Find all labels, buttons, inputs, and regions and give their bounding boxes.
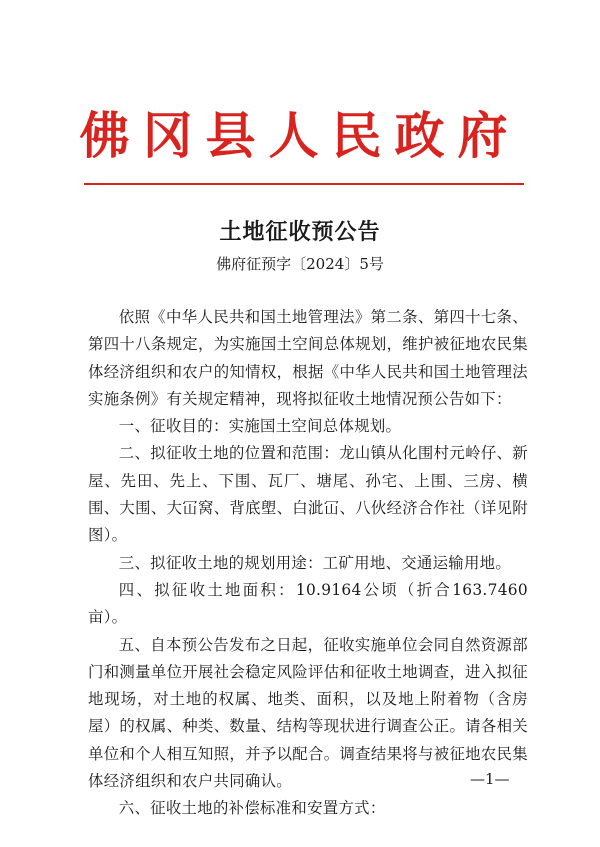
paragraph-intro: 依照《中华人民共和国土地管理法》第二条、第四十七条、第四十八条规定，为实施国土空间总体规划，维护被征地农民集体经济组织和农户的知情权，根据《中华人民共和国土地管理法实施条例》有关规定精神，现将拟征收土地情况预公告如下： — [88, 308, 528, 408]
paragraph-compensation: 六、征收土地的补偿标准和安置方式： — [118, 799, 386, 818]
document-body — [88, 304, 528, 823]
paragraph-survey: 五、自本预公告发布之日起，征收实施单位会同自然资源部门和测量单位开展社会稳定风险评估和征收土地调查，进入拟征地现场，对土地的权属、地类、面积，以及地上附着物（含房屋）的权属、种类、数量、结构等现状进行调查公正。请各相关单位和个人相互知照，并予以配合。调查结果将与被征地农民集体经济组织和农户共同确认。 — [88, 635, 528, 791]
document-number: 佛府征预字〔2024〕5号 — [216, 255, 384, 273]
document-title: 土地征收预公告 — [219, 220, 381, 245]
paragraph-purpose: 一、征收目的：实施国土空间总体规划。 — [118, 417, 402, 436]
paragraph-area: 四、拟征收土地面积：10.9164公顷（折合163.7460亩）。 — [88, 580, 528, 627]
page-number: —1— — [470, 770, 510, 788]
issuer-header: 佛冈县人民政府 — [79, 106, 521, 165]
paragraph-location: 二、拟征收土地的位置和范围：龙山镇从化围村元岭仔、新屋、先田、先上、下围、瓦厂、塘尾、孙宅、上围、三房、横围、大围、大冚窝、背底塱、白泚冚、八伙经济合作社（详见附图）。 — [88, 444, 528, 545]
header-divider — [84, 183, 524, 185]
paragraph-land-use: 三、拟征收土地的规划用途：工矿用地、交通运输用地。 — [118, 553, 512, 572]
